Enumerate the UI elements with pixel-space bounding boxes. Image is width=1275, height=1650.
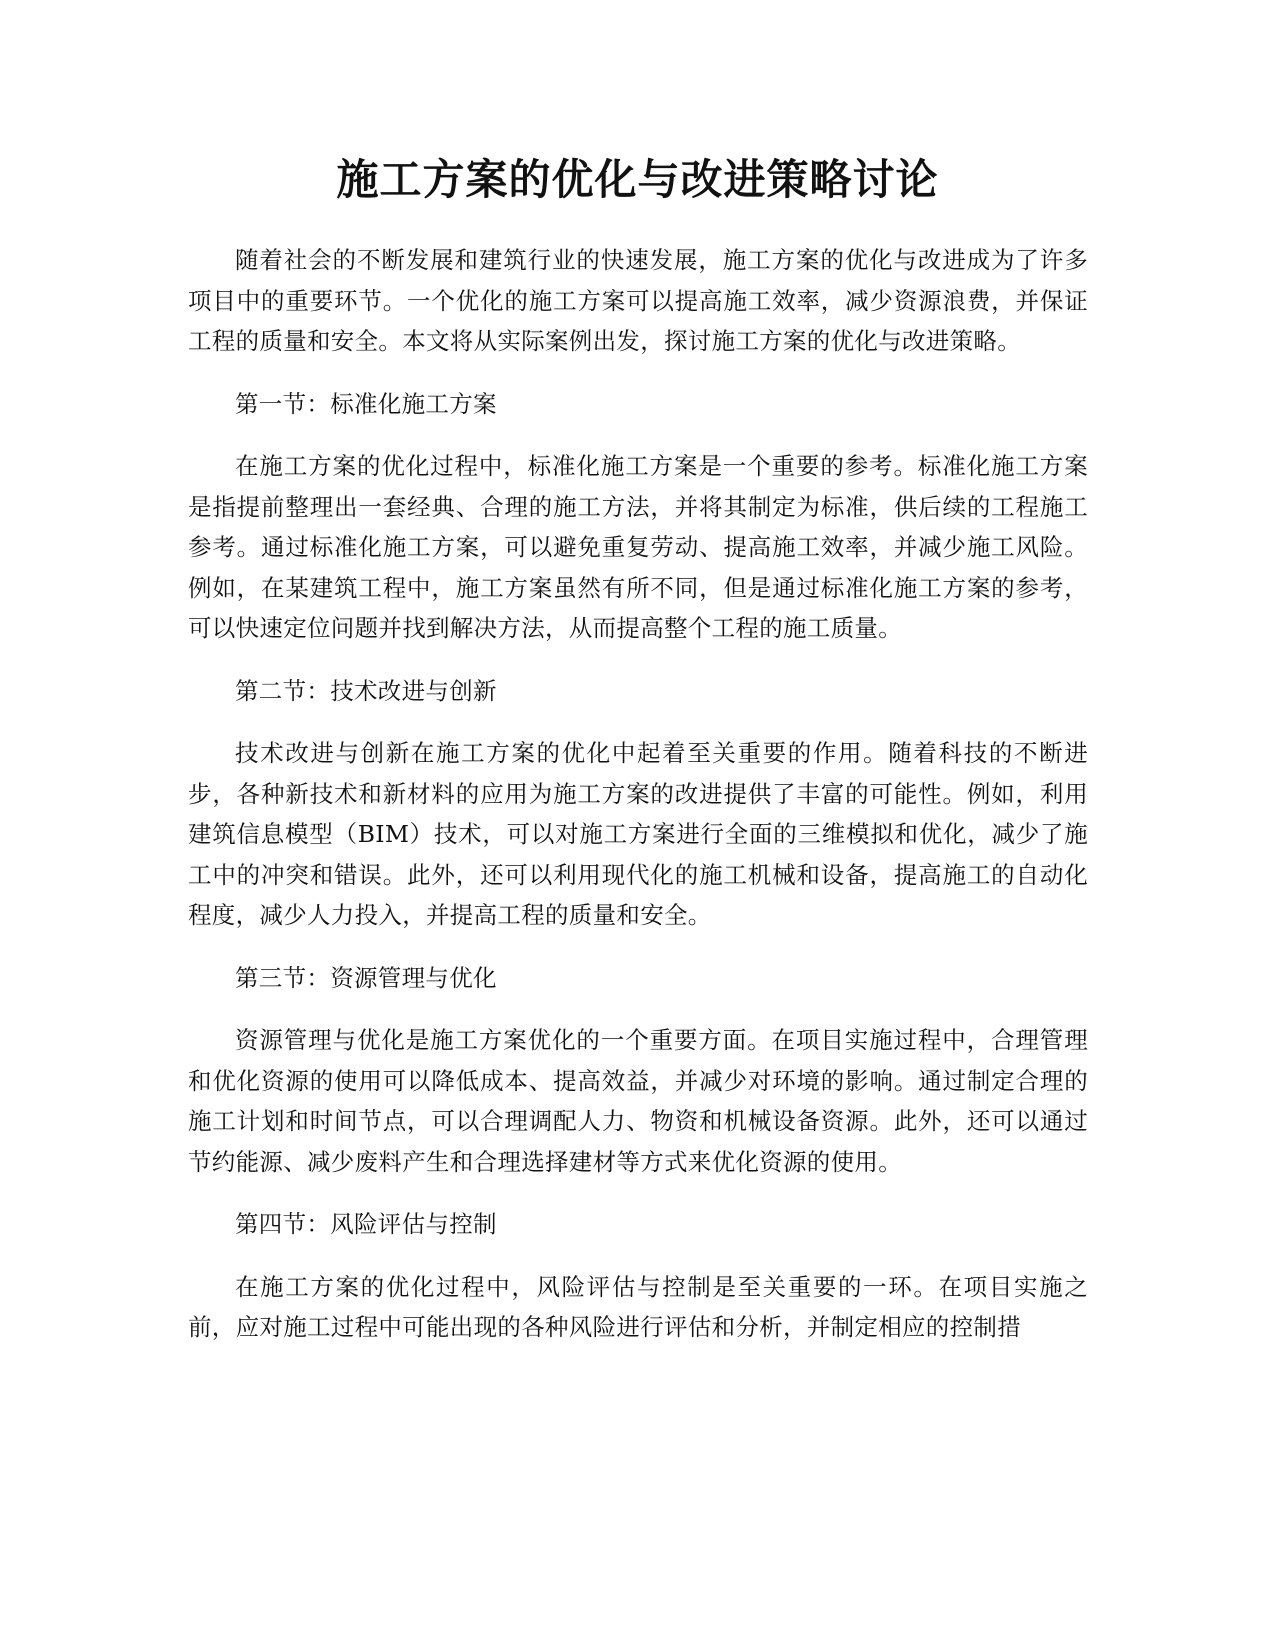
- document-body: [188, 240, 1088, 1370]
- section-2-paragraph: 技术改进与创新在施工方案的优化中起着至关重要的作用。随着科技的不断进步，各种新技术和新材料的应用为施工方案的改进提供了丰富的可能性。例如，利用建筑信息模型（BIM）技术，可以对施工方案进行全面的三维模拟和优化，减少了施工中的冲突和错误。此外，还可以利用现代化的施工机械和设备，提高施工的自动化程度，减少人力投入，并提高工程的质量和安全。: [188, 739, 1088, 929]
- document-title: 施工方案的优化与改进策略讨论: [336, 155, 939, 204]
- section-1-heading: 第一节：标准化施工方案: [235, 389, 497, 418]
- section-3-paragraph: 资源管理与优化是施工方案优化的一个重要方面。在项目实施过程中，合理管理和优化资源的使用可以降低成本、提高效益，并减少对环境的影响。通过制定合理的施工计划和时间节点，可以合理调配人力、物资和机械设备资源。此外，还可以通过节约能源、减少废料产生和合理选择建材等方式来优化资源的使用。: [188, 1026, 1088, 1176]
- section-2-heading: 第二节：技术改进与创新: [235, 676, 497, 705]
- intro-paragraph: 随着社会的不断发展和建筑行业的快速发展，施工方案的优化与改进成为了许多项目中的重要环节。一个优化的施工方案可以提高施工效率，减少资源浪费，并保证工程的质量和安全。本文将从实际案例出发，探讨施工方案的优化与改进策略。: [188, 246, 1088, 355]
- section-4-heading: 第四节：风险评估与控制: [235, 1210, 497, 1238]
- section-3-heading: 第三节：资源管理与优化: [235, 963, 497, 992]
- section-4-paragraph: 在施工方案的优化过程中，风险评估与控制是至关重要的一环。在项目实施之前，应对施工过程中可能出现的各种风险进行评估和分析，并制定相应的控制措: [188, 1272, 1088, 1341]
- section-1-paragraph: 在施工方案的优化过程中，标准化施工方案是一个重要的参考。标准化施工方案是指提前整理出一套经典、合理的施工方法，并将其制定为标准，供后续的工程施工参考。通过标准化施工方案，可以避免重复劳动、提高施工效率，并减少施工风险。例如，在某建筑工程中，施工方案虽然有所不同，但是通过标准化施工方案的参考，可以快速定位问题并找到解决方法，从而提高整个工程的施工质量。: [188, 452, 1088, 642]
